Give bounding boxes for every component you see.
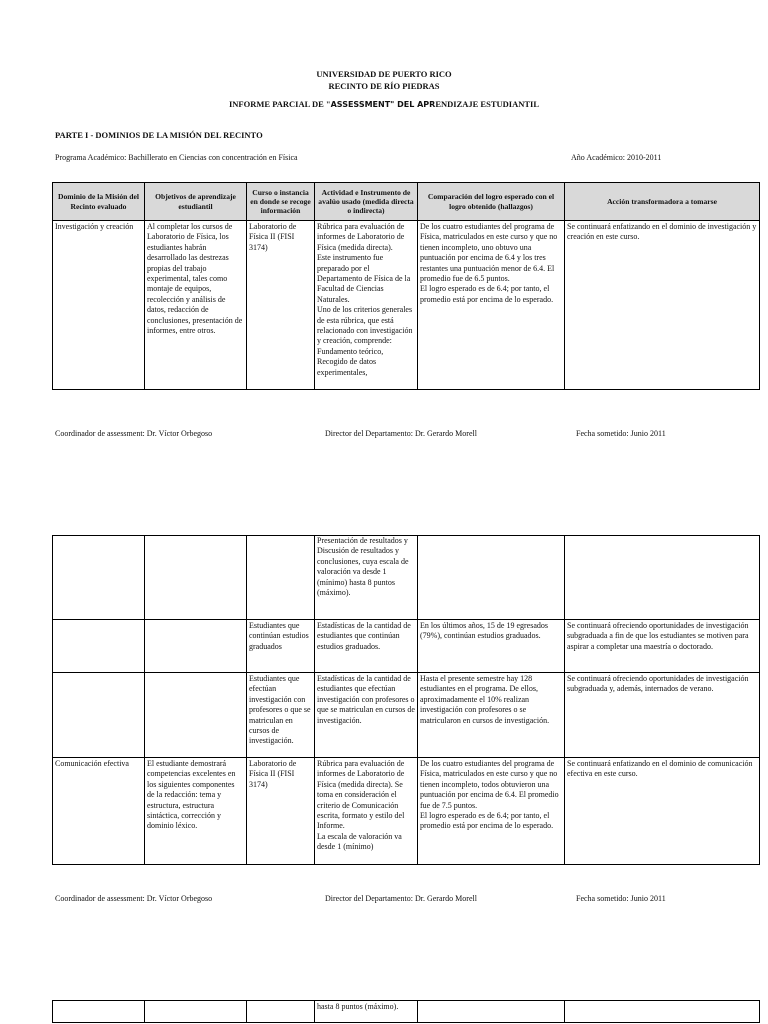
cell-action bbox=[565, 1001, 760, 1023]
cell-domain bbox=[53, 536, 145, 620]
cell-comparison: De los cuatro estudiantes del programa de Física, matriculados en este curso y que no tienen incompleto, todos obtuvieron una puntuación por encima de 6.4. El promedio fue de 7.5 puntos. El logro esperado es de 6.4; por tanto, el promedio está por encima de lo esperado. bbox=[418, 758, 565, 865]
assessment-table-1 bbox=[52, 182, 760, 390]
header-course: Curso o instancia en donde se recoge información bbox=[247, 183, 315, 221]
part-heading bbox=[55, 130, 263, 140]
table-row bbox=[53, 221, 760, 390]
header-domain: Dominio de la Misión del Recinto evaluado bbox=[53, 183, 145, 221]
report-title-mid: ASSESSMENT" DEL APR bbox=[330, 100, 436, 109]
cell-activity: Rúbrica para evaluación de informes de Laboratorio de Física (medida directa). Este instrumento fue preparado por el Departamento de Física de la Facultad de Ciencias Naturales. Uno de los criterios generales de esta rúbrica, que está relacionado con investigación y creación, comprende: Fundamento teórico, Recogido de datos experimentales, bbox=[315, 221, 418, 390]
cell-course bbox=[247, 1001, 315, 1023]
cell-action: Se continuará ofreciendo oportunidades de investigación subgraduada y, además, internados de verano. bbox=[565, 673, 760, 758]
part-label: PARTE I bbox=[55, 130, 89, 140]
table-row bbox=[53, 758, 760, 865]
coordinator-label: Coordinador de assessment: Dr. Víctor Orbegoso bbox=[55, 429, 213, 438]
cell-comparison: Hasta el presente semestre hay 128 estudiantes en el programa. De ellos, aproximadamente el 10% realizan investigación con profesores o se matricularon en cursos de investigación. bbox=[418, 673, 565, 758]
header-action: Acción transformadora a tomarse bbox=[565, 183, 760, 221]
university-title: UNIVERSIDAD DE PUERTO RICO bbox=[316, 69, 452, 79]
header-objectives: Objetivos de aprendizaje estudiantil bbox=[145, 183, 247, 221]
cell-course bbox=[247, 536, 315, 620]
cell-comparison bbox=[418, 536, 565, 620]
cell-objectives bbox=[145, 536, 247, 620]
cell-course: Estudiantes que efectúan investigación con profesores o que se matriculan en cursos de investigación. bbox=[247, 673, 315, 758]
cell-activity: hasta 8 puntos (máximo). bbox=[315, 1001, 418, 1023]
part-title: - DOMINIOS DE LA MISIÓN DEL RECINTO bbox=[88, 130, 263, 140]
assessment-table-2 bbox=[52, 535, 760, 865]
report-title-prefix: INFORME PARCIAL DE " bbox=[228, 99, 331, 109]
cell-action bbox=[565, 536, 760, 620]
header-comparison: Comparación del logro esperado con el logro obtenido (hallazgos) bbox=[418, 183, 565, 221]
table-header-row bbox=[53, 183, 760, 221]
director-label: Director del Departamento: Dr. Gerardo Morell bbox=[325, 429, 477, 438]
report-title-suffix: ENDIZAJE ESTUDIANTIL bbox=[435, 99, 539, 109]
cell-activity: Presentación de resultados y Discusión de resultados y conclusiones, cuya escala de valoración va desde 1 (mínimo) hasta 8 puntos (máximo). bbox=[315, 536, 418, 620]
date-submitted: Fecha sometido: Junio 2011 bbox=[576, 894, 666, 903]
table-row bbox=[53, 673, 760, 758]
cell-domain bbox=[53, 620, 145, 673]
cell-domain: Comunicación efectiva bbox=[53, 758, 145, 865]
cell-course: Estudiantes que continúan estudios graduados bbox=[247, 620, 315, 673]
academic-year: Año Académico: 2010-2011 bbox=[571, 153, 662, 162]
date-submitted: Fecha sometido: Junio 2011 bbox=[576, 429, 666, 438]
cell-objectives: Al completar los cursos de Laboratorio de Física, los estudiantes habrán desarrollado las destrezas propias del trabajo experimental, tales como montaje de equipos, recolección y análisis de datos, redacción de conclusiones, presentación de informes, entre otros. bbox=[145, 221, 247, 390]
cell-domain: Investigación y creación bbox=[53, 221, 145, 390]
cell-action: Se continuará enfatizando en el dominio de comunicación efectiva en este curso. bbox=[565, 758, 760, 865]
cell-objectives bbox=[145, 620, 247, 673]
table-row bbox=[53, 536, 760, 620]
cell-domain bbox=[53, 1001, 145, 1023]
cell-domain bbox=[53, 673, 145, 758]
cell-activity: Estadísticas de la cantidad de estudiantes que efectúan investigación con profesores o que se matriculan en cursos de investigación. bbox=[315, 673, 418, 758]
cell-activity: Estadísticas de la cantidad de estudiantes que continúan estudios graduados. bbox=[315, 620, 418, 673]
assessment-table-3 bbox=[52, 1000, 760, 1023]
program-text: Programa Académico: Bachillerato en Ciencias con concentración en Física bbox=[55, 153, 298, 162]
cell-action: Se continuará ofreciendo oportunidades de investigación subgraduada a fin de que los estudiantes se motiven para aspirar a completar una maestría o doctorado. bbox=[565, 620, 760, 673]
cell-comparison: De los cuatro estudiantes del programa de Física, matriculados en este curso y que no tienen incompleto, uno obtuvo una puntuación por encima de 6.4 y los tres restantes una puntuación menor de 6.4. El promedio fue de 6.5 puntos. El logro esperado es de 6.4; por tanto, el promedio está por encima de lo esperado. bbox=[418, 221, 565, 390]
cell-comparison bbox=[418, 1001, 565, 1023]
coordinator-label: Coordinador de assessment: Dr. Víctor Orbegoso bbox=[55, 894, 213, 903]
cell-action: Se continuará enfatizando en el dominio de investigación y creación en este curso. bbox=[565, 221, 760, 390]
report-title bbox=[0, 99, 768, 109]
cell-course: Laboratorio de Física II (FISI 3174) bbox=[247, 758, 315, 865]
cell-activity: Rúbrica para evaluación de informes de Laboratorio de Física (medida directa). Se toma en consideración el criterio de Comunicación escrita, formato y estilo del Informe. La escala de valoración va desde 1 (mínimo) bbox=[315, 758, 418, 865]
cell-course: Laboratorio de Física II (FISI 3174) bbox=[247, 221, 315, 390]
table-row bbox=[53, 620, 760, 673]
table-row bbox=[53, 1001, 760, 1023]
cell-objectives bbox=[145, 1001, 247, 1023]
cell-comparison: En los últimos años, 15 de 19 egresados (79%), continúan estudios graduados. bbox=[418, 620, 565, 673]
header-activity: Actividad e Instrumento de avalúo usado (medida directa o indirecta) bbox=[315, 183, 418, 221]
cell-objectives bbox=[145, 673, 247, 758]
campus-title: RECINTO DE RÍO PIEDRAS bbox=[328, 81, 440, 91]
cell-objectives: El estudiante demostrará competencias excelentes en los siguientes componentes de la redacción: tema y estructura, estructura sintáctica, corrección y dominio léxico. bbox=[145, 758, 247, 865]
director-label: Director del Departamento: Dr. Gerardo Morell bbox=[325, 894, 477, 903]
